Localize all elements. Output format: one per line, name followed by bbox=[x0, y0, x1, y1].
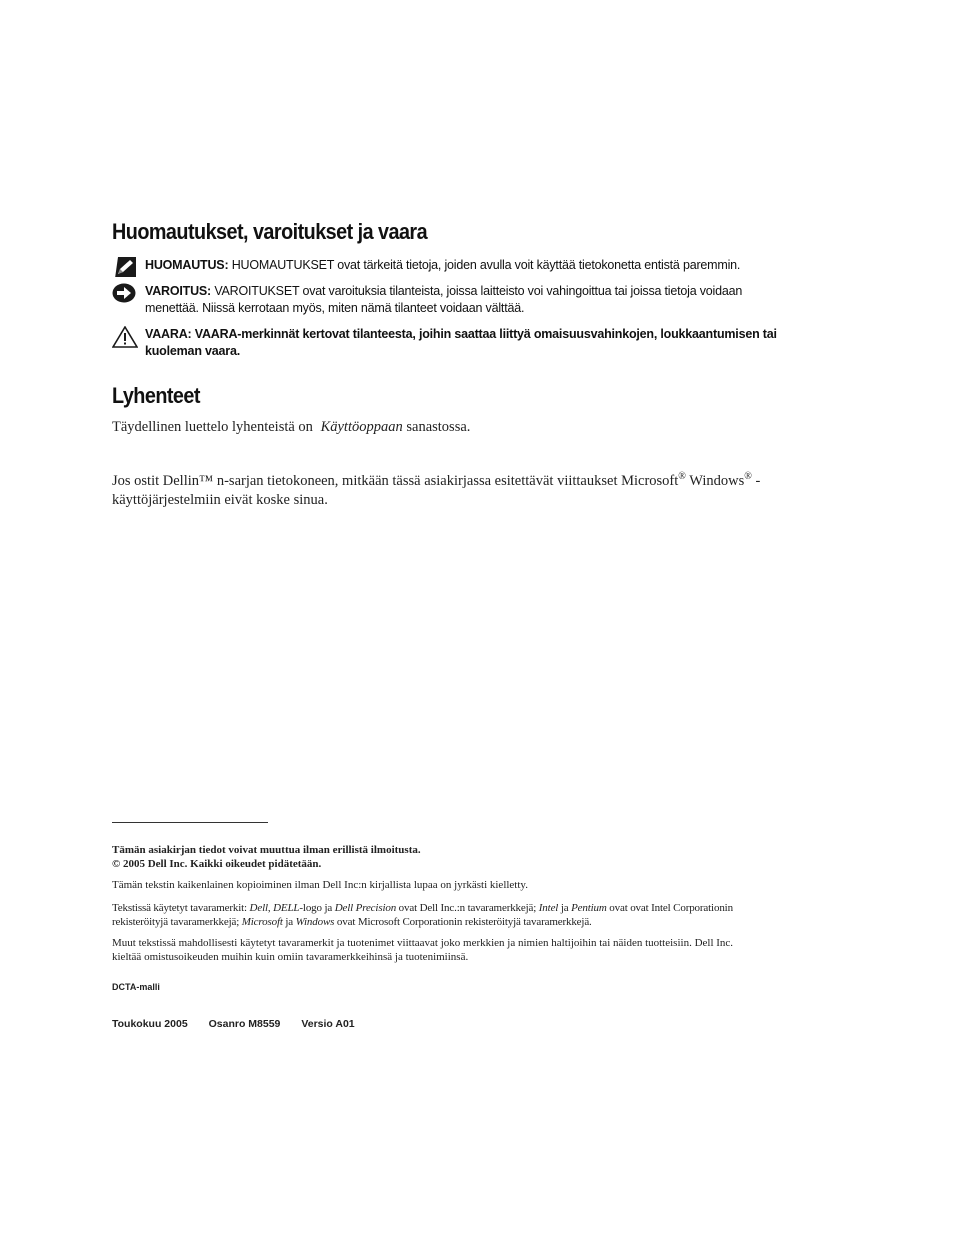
tm-sep: , bbox=[267, 902, 274, 914]
caution-text-line1: VAROITUKSET ovat varoituksia tilanteista, joissa laitteisto voi vahingoittua tai joissa tietoja voidaan bbox=[214, 284, 743, 298]
notice-arrow-icon bbox=[112, 283, 136, 305]
abbrev-para-post: sanastossa. bbox=[406, 419, 471, 435]
footer-other-trademarks bbox=[112, 936, 822, 964]
dell-n-series-paragraph bbox=[112, 467, 822, 510]
document-version: Versio A01 bbox=[301, 1018, 355, 1030]
model-number: DCTA-malli bbox=[112, 982, 160, 992]
tm-ovat2: ovat ovat Intel Corporationin bbox=[606, 902, 733, 914]
abbrev-paragraph bbox=[112, 418, 470, 437]
tm-dell-precision: Dell Precision bbox=[334, 902, 397, 914]
caution-label: VAROITUS: bbox=[145, 284, 212, 298]
tm-dell-logo: DELL bbox=[273, 902, 300, 914]
footer-change-notice: Tämän asiakirjan tiedot voivat muuttua ilman erillistä ilmoitusta. bbox=[112, 844, 421, 856]
footer-copyright: © 2005 Dell Inc. Kaikki oikeudet pidätetään. bbox=[112, 858, 322, 870]
warning-text-line1: VAARA-merkinnät kertovat tilanteesta, joihin saattaa liittyä omaisuusvahinkojen, loukkaantumisen tai bbox=[194, 327, 777, 341]
tm-ja2: ja bbox=[282, 916, 296, 928]
note-pencil-icon bbox=[112, 257, 136, 279]
caution-notice bbox=[112, 283, 812, 317]
abbrev-para-pre: Täydellinen luettelo lyhenteistä on bbox=[112, 419, 313, 435]
section-heading-abbreviations: Lyhenteet bbox=[112, 383, 200, 408]
part-number: Osanro M8559 bbox=[208, 1018, 281, 1030]
note-text: HUOMAUTUKSET ovat tärkeitä tietoja, joiden avulla voit käyttää tietokonetta entistä paremmin. bbox=[231, 258, 741, 272]
tm-logo-ja: -logo ja bbox=[299, 902, 335, 914]
warning-text-line2: kuoleman vaara. bbox=[145, 344, 240, 358]
section-heading-notices: Huomautukset, varoitukset ja vaara bbox=[112, 219, 428, 244]
footer-divider bbox=[112, 822, 268, 823]
publication-meta bbox=[112, 1018, 373, 1030]
footer-copy-prohibition bbox=[112, 878, 822, 892]
other-tm-line2: kieltää omistusoikeuden muihin kuin omiin tavaramerkkeihinsä ja tuotenimiinsä. bbox=[112, 951, 469, 963]
tm-ovat1: ovat Dell Inc.:n tavaramerkkejä; bbox=[396, 902, 539, 914]
abbrev-para-italic: Käyttöoppaan bbox=[320, 419, 403, 435]
tm-line2-a: rekisteröityjä tavaramerkkejä; bbox=[112, 916, 242, 928]
tm-intel: Intel bbox=[538, 902, 559, 914]
footer-notice-block bbox=[112, 843, 822, 871]
publication-date: Toukokuu 2005 bbox=[112, 1018, 188, 1030]
tm-line2-b: ovat Microsoft Corporationin rekisteröityjä tavaramerkkejä. bbox=[334, 916, 592, 928]
nseries-text-a: Jos ostit Dellin™ n-sarjan tietokoneen, mitkään tässä asiakirjassa esitettävät viittaukset Microsoft bbox=[112, 472, 679, 489]
warning-notice bbox=[112, 326, 812, 360]
nseries-text-line2: käyttöjärjestelmiin eivät koske sinua. bbox=[112, 491, 328, 508]
footer-trademarks bbox=[112, 901, 822, 929]
tm-intro: Tekstissä käytetyt tavaramerkit: bbox=[112, 902, 250, 914]
tm-pentium: Pentium bbox=[571, 902, 607, 914]
tm-microsoft: Microsoft bbox=[241, 916, 283, 928]
copy-prohibition-text: Tämän tekstin kaikenlainen kopioiminen ilman Dell Inc:n kirjallista lupaa on jyrkästi kielletty. bbox=[112, 879, 528, 891]
tm-ja1: ja bbox=[558, 902, 572, 914]
warning-triangle-icon bbox=[112, 326, 136, 348]
nseries-text-windows: Windows bbox=[685, 472, 745, 489]
nseries-text-dash: - bbox=[751, 472, 761, 489]
warning-label: VAARA: bbox=[145, 327, 192, 341]
other-tm-line1: Muut tekstissä mahdollisesti käytetyt tavaramerkit ja tuotenimet viittaavat joko merkkien ja nimien haltijoihin tai näiden tuotteisiin. Dell Inc. bbox=[112, 937, 734, 949]
registered-mark-1: ® bbox=[678, 471, 686, 482]
tm-windows: Windows bbox=[295, 916, 335, 928]
note-label: HUOMAUTUS: bbox=[145, 258, 229, 272]
tm-dell: Dell bbox=[249, 902, 268, 914]
registered-mark-2: ® bbox=[744, 471, 752, 482]
caution-text-line2: menettää. Niissä kerrotaan myös, miten nämä tilanteet voidaan välttää. bbox=[145, 301, 525, 315]
note-notice bbox=[112, 257, 812, 274]
